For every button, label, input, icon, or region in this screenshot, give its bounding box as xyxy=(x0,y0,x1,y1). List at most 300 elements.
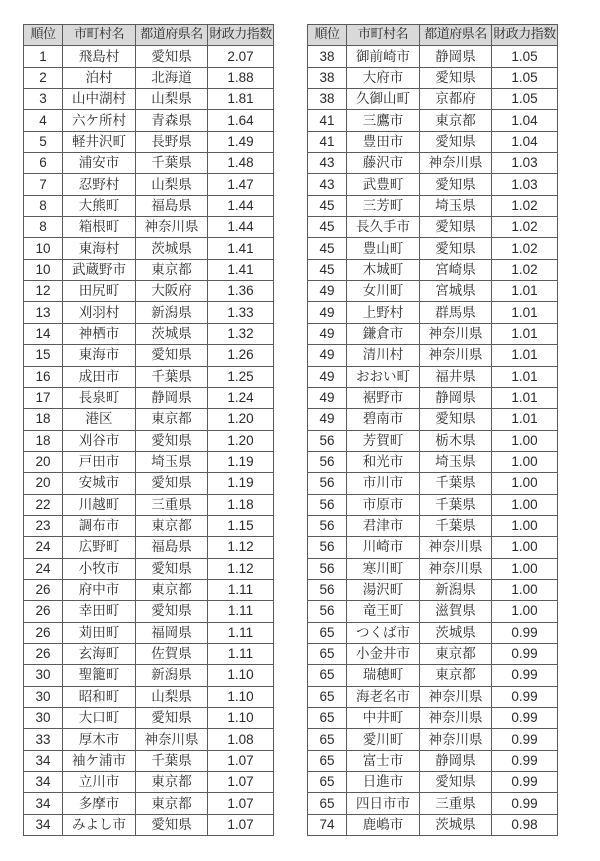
municipality-cell: 三芳町 xyxy=(347,195,420,216)
municipality-cell: 上野村 xyxy=(347,302,420,323)
table-row xyxy=(24,89,274,110)
municipality-cell: 軽井沢町 xyxy=(63,131,136,152)
municipality-cell: 御前崎市 xyxy=(347,46,420,67)
header-municipality: 市町村名 xyxy=(63,25,136,46)
prefecture-cell: 静岡県 xyxy=(420,387,492,408)
prefecture-cell: 神奈川県 xyxy=(420,686,492,707)
fiscal-index-cell: 1.00 xyxy=(492,579,558,600)
fiscal-index-cell: 1.48 xyxy=(208,153,274,174)
table-row xyxy=(24,473,274,494)
fiscal-index-cell: 1.00 xyxy=(492,558,558,579)
table-row xyxy=(308,814,558,835)
rank-cell: 8 xyxy=(24,217,63,238)
municipality-cell: 泊村 xyxy=(63,67,136,88)
rank-cell: 65 xyxy=(308,622,347,643)
prefecture-cell: 神奈川県 xyxy=(420,729,492,750)
rank-cell: 34 xyxy=(24,750,63,771)
municipality-cell: 瑞穂町 xyxy=(347,665,420,686)
table-row xyxy=(24,494,274,515)
municipality-cell: 鹿嶋市 xyxy=(347,814,420,835)
rank-cell: 18 xyxy=(24,430,63,451)
table-row xyxy=(24,537,274,558)
rank-cell: 1 xyxy=(24,46,63,67)
fiscal-index-cell: 1.01 xyxy=(492,366,558,387)
fiscal-index-cell: 1.08 xyxy=(208,729,274,750)
prefecture-cell: 千葉県 xyxy=(420,494,492,515)
rank-cell: 65 xyxy=(308,729,347,750)
municipality-cell: 忍野村 xyxy=(63,174,136,195)
table-row xyxy=(24,174,274,195)
table-row xyxy=(308,409,558,430)
table-row xyxy=(308,793,558,814)
prefecture-cell: 東京都 xyxy=(136,793,208,814)
prefecture-cell: 神奈川県 xyxy=(420,153,492,174)
table-row xyxy=(24,195,274,216)
table-row xyxy=(24,217,274,238)
ranking-table-left xyxy=(23,24,274,836)
rank-cell: 56 xyxy=(308,451,347,472)
table-row xyxy=(24,686,274,707)
prefecture-cell: 茨城県 xyxy=(420,622,492,643)
table-row xyxy=(308,537,558,558)
fiscal-index-cell: 1.07 xyxy=(208,772,274,793)
rank-cell: 43 xyxy=(308,174,347,195)
municipality-cell: 成田市 xyxy=(63,366,136,387)
fiscal-index-cell: 1.20 xyxy=(208,409,274,430)
prefecture-cell: 神奈川県 xyxy=(136,217,208,238)
municipality-cell: 調布市 xyxy=(63,515,136,536)
prefecture-cell: 埼玉県 xyxy=(420,195,492,216)
rank-cell: 45 xyxy=(308,195,347,216)
prefecture-cell: 東京都 xyxy=(420,110,492,131)
prefecture-cell: 東京都 xyxy=(420,643,492,664)
table-row xyxy=(24,772,274,793)
rank-cell: 10 xyxy=(24,259,63,280)
rank-cell: 45 xyxy=(308,238,347,259)
rank-cell: 49 xyxy=(308,345,347,366)
header-prefecture: 都道府県名 xyxy=(136,25,208,46)
table-row xyxy=(308,750,558,771)
prefecture-cell: 東京都 xyxy=(420,665,492,686)
rank-cell: 49 xyxy=(308,387,347,408)
prefecture-cell: 埼玉県 xyxy=(136,451,208,472)
prefecture-cell: 福島県 xyxy=(136,195,208,216)
prefecture-cell: 愛知県 xyxy=(420,131,492,152)
rank-cell: 30 xyxy=(24,665,63,686)
fiscal-index-cell: 1.19 xyxy=(208,451,274,472)
prefecture-cell: 三重県 xyxy=(136,494,208,515)
rank-cell: 26 xyxy=(24,601,63,622)
municipality-cell: 中井町 xyxy=(347,708,420,729)
rank-cell: 65 xyxy=(308,793,347,814)
fiscal-index-cell: 1.02 xyxy=(492,195,558,216)
header-rank: 順位 xyxy=(24,25,63,46)
table-row xyxy=(308,387,558,408)
rank-cell: 18 xyxy=(24,409,63,430)
table-row xyxy=(308,89,558,110)
rank-cell: 56 xyxy=(308,579,347,600)
table-row xyxy=(308,345,558,366)
prefecture-cell: 神奈川県 xyxy=(420,558,492,579)
municipality-cell: 苅田町 xyxy=(63,622,136,643)
rank-cell: 33 xyxy=(24,729,63,750)
prefecture-cell: 東京都 xyxy=(136,409,208,430)
rank-cell: 10 xyxy=(24,238,63,259)
table-body-right xyxy=(308,46,558,836)
rank-cell: 56 xyxy=(308,515,347,536)
rank-cell: 49 xyxy=(308,366,347,387)
prefecture-cell: 茨城県 xyxy=(136,238,208,259)
rank-cell: 2 xyxy=(24,67,63,88)
table-row xyxy=(308,110,558,131)
fiscal-index-cell: 0.98 xyxy=(492,814,558,835)
header-fiscal-index: 財政力指数 xyxy=(208,25,274,46)
municipality-cell: 幸田町 xyxy=(63,601,136,622)
municipality-cell: 寒川町 xyxy=(347,558,420,579)
table-row xyxy=(24,430,274,451)
prefecture-cell: 神奈川県 xyxy=(420,345,492,366)
municipality-cell: 神栖市 xyxy=(63,323,136,344)
prefecture-cell: 三重県 xyxy=(420,793,492,814)
rank-cell: 65 xyxy=(308,643,347,664)
table-row xyxy=(24,579,274,600)
prefecture-cell: 滋賀県 xyxy=(420,601,492,622)
prefecture-cell: 千葉県 xyxy=(136,153,208,174)
table-row xyxy=(24,515,274,536)
rank-cell: 16 xyxy=(24,366,63,387)
prefecture-cell: 東京都 xyxy=(136,579,208,600)
table-row xyxy=(24,814,274,835)
table-row xyxy=(308,686,558,707)
prefecture-cell: 愛知県 xyxy=(136,708,208,729)
municipality-cell: 日進市 xyxy=(347,772,420,793)
fiscal-index-cell: 1.04 xyxy=(492,131,558,152)
rank-cell: 4 xyxy=(24,110,63,131)
rank-cell: 14 xyxy=(24,323,63,344)
prefecture-cell: 茨城県 xyxy=(136,323,208,344)
prefecture-cell: 愛知県 xyxy=(420,238,492,259)
fiscal-index-cell: 1.44 xyxy=(208,195,274,216)
rank-cell: 41 xyxy=(308,131,347,152)
table-row xyxy=(308,323,558,344)
prefecture-cell: 愛知県 xyxy=(420,772,492,793)
fiscal-index-cell: 1.25 xyxy=(208,366,274,387)
municipality-cell: 田尻町 xyxy=(63,281,136,302)
municipality-cell: 芳賀町 xyxy=(347,430,420,451)
table-row xyxy=(308,558,558,579)
rank-cell: 13 xyxy=(24,302,63,323)
table-row xyxy=(24,558,274,579)
prefecture-cell: 静岡県 xyxy=(420,750,492,771)
municipality-cell: 飛島村 xyxy=(63,46,136,67)
fiscal-index-cell: 1.01 xyxy=(492,409,558,430)
rank-cell: 45 xyxy=(308,259,347,280)
municipality-cell: 港区 xyxy=(63,409,136,430)
table-row xyxy=(24,793,274,814)
prefecture-cell: 千葉県 xyxy=(420,473,492,494)
prefecture-cell: 愛知県 xyxy=(420,174,492,195)
prefecture-cell: 静岡県 xyxy=(136,387,208,408)
table-header-row xyxy=(308,25,558,46)
municipality-cell: 海老名市 xyxy=(347,686,420,707)
prefecture-cell: 福井県 xyxy=(420,366,492,387)
municipality-cell: 聖籠町 xyxy=(63,665,136,686)
fiscal-index-cell: 1.11 xyxy=(208,579,274,600)
fiscal-index-cell: 1.01 xyxy=(492,323,558,344)
table-row xyxy=(308,473,558,494)
fiscal-index-cell: 1.12 xyxy=(208,537,274,558)
table-row xyxy=(24,259,274,280)
fiscal-index-cell: 1.10 xyxy=(208,686,274,707)
fiscal-index-cell: 0.99 xyxy=(492,750,558,771)
municipality-cell: 豊山町 xyxy=(347,238,420,259)
prefecture-cell: 愛知県 xyxy=(136,558,208,579)
fiscal-index-cell: 1.01 xyxy=(492,345,558,366)
table-row xyxy=(24,110,274,131)
municipality-cell: 竜王町 xyxy=(347,601,420,622)
prefecture-cell: 新潟県 xyxy=(136,665,208,686)
prefecture-cell: 佐賀県 xyxy=(136,643,208,664)
prefecture-cell: 愛知県 xyxy=(136,601,208,622)
rank-cell: 43 xyxy=(308,153,347,174)
fiscal-index-cell: 1.33 xyxy=(208,302,274,323)
fiscal-index-cell: 1.24 xyxy=(208,387,274,408)
municipality-cell: 多摩市 xyxy=(63,793,136,814)
table-row xyxy=(24,622,274,643)
prefecture-cell: 愛知県 xyxy=(136,473,208,494)
table-row xyxy=(308,131,558,152)
table-row xyxy=(24,729,274,750)
table-row xyxy=(308,174,558,195)
prefecture-cell: 福岡県 xyxy=(136,622,208,643)
table-row xyxy=(308,366,558,387)
prefecture-cell: 新潟県 xyxy=(420,579,492,600)
municipality-cell: 市川市 xyxy=(347,473,420,494)
rank-cell: 45 xyxy=(308,217,347,238)
table-row xyxy=(308,430,558,451)
table-row xyxy=(24,409,274,430)
rank-cell: 38 xyxy=(308,67,347,88)
prefecture-cell: 愛知県 xyxy=(420,409,492,430)
rank-cell: 20 xyxy=(24,451,63,472)
table-header-row xyxy=(24,25,274,46)
prefecture-cell: 神奈川県 xyxy=(420,323,492,344)
rank-cell: 34 xyxy=(24,814,63,835)
municipality-cell: 東海市 xyxy=(63,345,136,366)
table-row xyxy=(308,46,558,67)
rank-cell: 56 xyxy=(308,473,347,494)
table-row xyxy=(24,131,274,152)
fiscal-index-cell: 1.88 xyxy=(208,67,274,88)
prefecture-cell: 千葉県 xyxy=(136,750,208,771)
table-row xyxy=(24,46,274,67)
rank-cell: 15 xyxy=(24,345,63,366)
municipality-cell: 四日市市 xyxy=(347,793,420,814)
fiscal-index-cell: 1.36 xyxy=(208,281,274,302)
fiscal-index-cell: 1.01 xyxy=(492,302,558,323)
fiscal-index-cell: 1.15 xyxy=(208,515,274,536)
fiscal-index-cell: 1.11 xyxy=(208,643,274,664)
fiscal-index-cell: 1.07 xyxy=(208,750,274,771)
prefecture-cell: 山梨県 xyxy=(136,174,208,195)
municipality-cell: 碧南市 xyxy=(347,409,420,430)
prefecture-cell: 愛知県 xyxy=(136,430,208,451)
municipality-cell: 山中湖村 xyxy=(63,89,136,110)
table-row xyxy=(24,750,274,771)
table-row xyxy=(24,345,274,366)
fiscal-index-cell: 0.99 xyxy=(492,772,558,793)
municipality-cell: 豊田市 xyxy=(347,131,420,152)
fiscal-index-cell: 1.10 xyxy=(208,665,274,686)
municipality-cell: 木城町 xyxy=(347,259,420,280)
header-municipality: 市町村名 xyxy=(347,25,420,46)
municipality-cell: 浦安市 xyxy=(63,153,136,174)
rank-cell: 6 xyxy=(24,153,63,174)
prefecture-cell: 愛知県 xyxy=(420,67,492,88)
fiscal-index-cell: 2.07 xyxy=(208,46,274,67)
fiscal-index-cell: 1.07 xyxy=(208,814,274,835)
header-prefecture: 都道府県名 xyxy=(420,25,492,46)
table-row xyxy=(308,451,558,472)
municipality-cell: 女川町 xyxy=(347,281,420,302)
table-row xyxy=(308,67,558,88)
table-row xyxy=(308,195,558,216)
prefecture-cell: 東京都 xyxy=(136,259,208,280)
table-row xyxy=(308,153,558,174)
municipality-cell: 川崎市 xyxy=(347,537,420,558)
rank-cell: 56 xyxy=(308,537,347,558)
municipality-cell: 川越町 xyxy=(63,494,136,515)
fiscal-index-cell: 0.99 xyxy=(492,708,558,729)
table-row xyxy=(308,515,558,536)
fiscal-index-cell: 1.00 xyxy=(492,601,558,622)
rank-cell: 65 xyxy=(308,750,347,771)
table-row xyxy=(24,238,274,259)
table-row xyxy=(308,302,558,323)
rank-cell: 22 xyxy=(24,494,63,515)
prefecture-cell: 愛知県 xyxy=(136,46,208,67)
prefecture-cell: 群馬県 xyxy=(420,302,492,323)
prefecture-cell: 千葉県 xyxy=(136,366,208,387)
prefecture-cell: 新潟県 xyxy=(136,302,208,323)
table-row xyxy=(24,323,274,344)
fiscal-index-cell: 0.99 xyxy=(492,793,558,814)
municipality-cell: 玄海町 xyxy=(63,643,136,664)
prefecture-cell: 茨城県 xyxy=(420,814,492,835)
rank-cell: 65 xyxy=(308,665,347,686)
table-row xyxy=(24,67,274,88)
table-row xyxy=(308,729,558,750)
table-row xyxy=(24,601,274,622)
fiscal-index-cell: 1.44 xyxy=(208,217,274,238)
municipality-cell: 久御山町 xyxy=(347,89,420,110)
fiscal-index-cell: 1.02 xyxy=(492,238,558,259)
rank-cell: 24 xyxy=(24,558,63,579)
municipality-cell: 裾野市 xyxy=(347,387,420,408)
municipality-cell: 小金井市 xyxy=(347,643,420,664)
fiscal-index-cell: 0.99 xyxy=(492,665,558,686)
table-row xyxy=(24,708,274,729)
fiscal-index-cell: 1.00 xyxy=(492,537,558,558)
municipality-cell: つくば市 xyxy=(347,622,420,643)
prefecture-cell: 福島県 xyxy=(136,537,208,558)
prefecture-cell: 静岡県 xyxy=(420,46,492,67)
fiscal-index-cell: 1.81 xyxy=(208,89,274,110)
fiscal-index-cell: 1.00 xyxy=(492,473,558,494)
fiscal-index-cell: 1.05 xyxy=(492,67,558,88)
municipality-cell: 東海村 xyxy=(63,238,136,259)
municipality-cell: 大熊町 xyxy=(63,195,136,216)
fiscal-index-cell: 0.99 xyxy=(492,686,558,707)
fiscal-index-cell: 1.03 xyxy=(492,174,558,195)
municipality-cell: 昭和町 xyxy=(63,686,136,707)
rank-cell: 74 xyxy=(308,814,347,835)
municipality-cell: 三鷹市 xyxy=(347,110,420,131)
fiscal-index-cell: 1.05 xyxy=(492,46,558,67)
fiscal-index-cell: 1.00 xyxy=(492,515,558,536)
table-row xyxy=(24,665,274,686)
rank-cell: 65 xyxy=(308,686,347,707)
municipality-cell: 清川村 xyxy=(347,345,420,366)
fiscal-index-cell: 1.20 xyxy=(208,430,274,451)
municipality-cell: 六ケ所村 xyxy=(63,110,136,131)
rank-cell: 65 xyxy=(308,708,347,729)
prefecture-cell: 山梨県 xyxy=(136,686,208,707)
fiscal-index-cell: 1.07 xyxy=(208,793,274,814)
table-row xyxy=(24,387,274,408)
prefecture-cell: 愛知県 xyxy=(420,217,492,238)
fiscal-index-cell: 1.11 xyxy=(208,622,274,643)
table-row xyxy=(24,643,274,664)
prefecture-cell: 東京都 xyxy=(136,515,208,536)
rank-cell: 30 xyxy=(24,686,63,707)
municipality-cell: 刈羽村 xyxy=(63,302,136,323)
municipality-cell: 和光市 xyxy=(347,451,420,472)
prefecture-cell: 愛知県 xyxy=(136,814,208,835)
prefecture-cell: 神奈川県 xyxy=(136,729,208,750)
municipality-cell: 袖ケ浦市 xyxy=(63,750,136,771)
municipality-cell: 富士市 xyxy=(347,750,420,771)
prefecture-cell: 長野県 xyxy=(136,131,208,152)
municipality-cell: 立川市 xyxy=(63,772,136,793)
fiscal-index-cell: 1.64 xyxy=(208,110,274,131)
table-row xyxy=(24,451,274,472)
fiscal-index-cell: 1.02 xyxy=(492,217,558,238)
rank-cell: 24 xyxy=(24,537,63,558)
fiscal-index-cell: 1.26 xyxy=(208,345,274,366)
municipality-cell: 広野町 xyxy=(63,537,136,558)
rank-cell: 23 xyxy=(24,515,63,536)
fiscal-index-cell: 1.10 xyxy=(208,708,274,729)
table-row xyxy=(308,622,558,643)
municipality-cell: 武豊町 xyxy=(347,174,420,195)
rank-cell: 56 xyxy=(308,601,347,622)
table-row xyxy=(24,366,274,387)
rank-cell: 41 xyxy=(308,110,347,131)
rank-cell: 7 xyxy=(24,174,63,195)
fiscal-index-cell: 1.02 xyxy=(492,259,558,280)
fiscal-index-cell: 1.49 xyxy=(208,131,274,152)
rank-cell: 56 xyxy=(308,494,347,515)
municipality-cell: 戸田市 xyxy=(63,451,136,472)
municipality-cell: 安城市 xyxy=(63,473,136,494)
prefecture-cell: 北海道 xyxy=(136,67,208,88)
rank-cell: 56 xyxy=(308,558,347,579)
table-row xyxy=(308,665,558,686)
fiscal-index-cell: 1.41 xyxy=(208,238,274,259)
municipality-cell: 大府市 xyxy=(347,67,420,88)
fiscal-index-cell: 1.47 xyxy=(208,174,274,195)
